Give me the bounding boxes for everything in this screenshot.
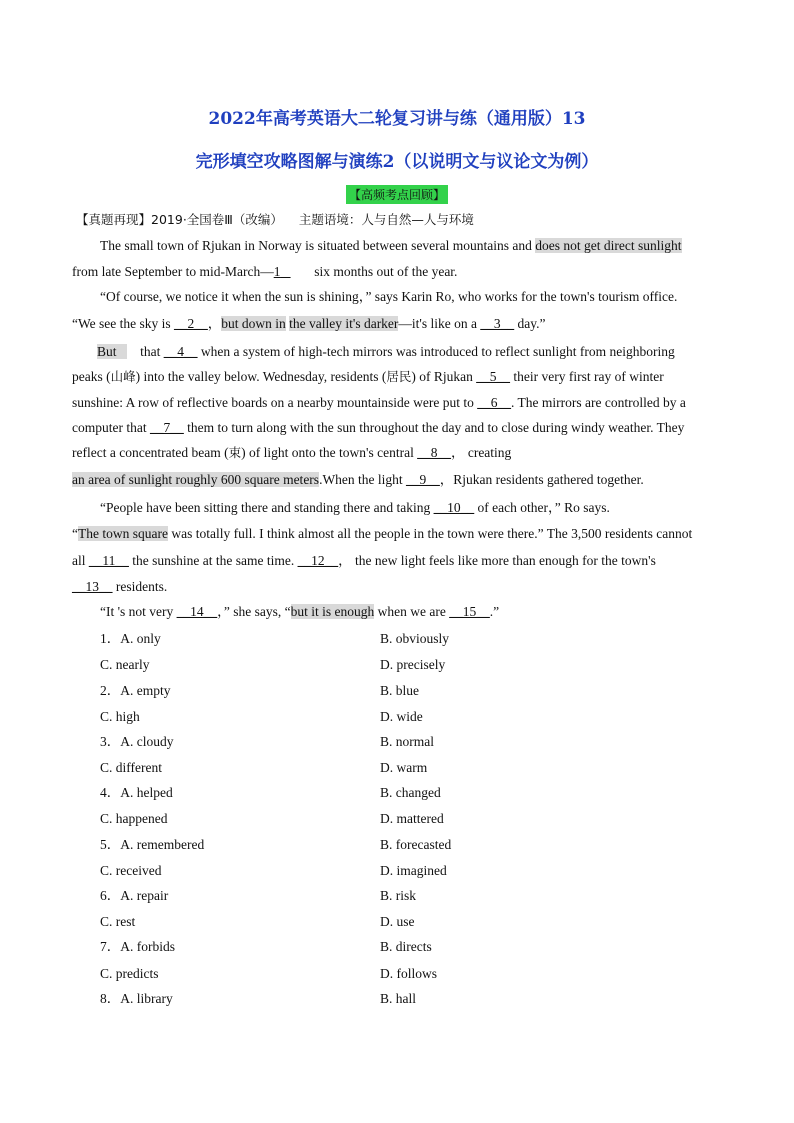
- option-left[interactable]: 3．A. cloudy: [100, 734, 174, 749]
- option-right[interactable]: B. obviously: [380, 631, 450, 646]
- option-right[interactable]: B. changed: [380, 785, 441, 800]
- document-subtitle: 完形填空攻略图解与演练2（以说明文与议论文为例）: [195, 152, 599, 172]
- option-right[interactable]: D. precisely: [380, 657, 446, 672]
- option-left[interactable]: 4．A. helped: [100, 785, 173, 800]
- highlighted-phrase: does not get direct sunlight: [535, 238, 682, 253]
- highlighted-phrase: but it is enough: [290, 604, 375, 619]
- highlighted-phrase: the valley it's darker: [289, 316, 399, 331]
- passage-text: ，Rjukan residents gathered together.: [439, 472, 644, 487]
- passage-line: [97, 343, 722, 361]
- option-left[interactable]: C. received: [100, 863, 162, 878]
- blank-9[interactable]: __9__: [406, 472, 440, 487]
- passage-text: “Of course, we notice it when the sun is shining，” says Karin Ro, who works for the town's tourism office.: [100, 289, 678, 304]
- option-left[interactable]: C. different: [100, 760, 162, 775]
- passage-text: ， the new light feels like more than enough for the town's: [338, 553, 656, 568]
- source-exam: 2019·全国卷Ⅲ（改编）: [151, 212, 283, 227]
- passage-text: reflect a concentrated beam (: [72, 445, 229, 460]
- blank-7[interactable]: __7__: [149, 420, 184, 435]
- blank-8[interactable]: __8__: [417, 445, 451, 460]
- passage-text: ，: [207, 316, 222, 331]
- passage-text: was totally full. I think almost all the people in the town were there.” The 3,500 residents cannot: [167, 526, 693, 541]
- passage-line: [72, 368, 664, 386]
- passage-line: [72, 471, 644, 489]
- option-right[interactable]: B. blue: [380, 683, 419, 698]
- option-right[interactable]: D. imagined: [380, 863, 447, 878]
- passage-line: [100, 499, 610, 517]
- source-label: 【真题再现】: [76, 212, 152, 227]
- passage-text: peaks (: [72, 369, 111, 384]
- passage-line: [72, 525, 692, 543]
- option-right[interactable]: B. hall: [380, 991, 416, 1006]
- blank-1[interactable]: [274, 264, 291, 279]
- passage-text: . The mirrors are controlled by a: [511, 395, 686, 410]
- passage-text-cn: 居民: [386, 369, 412, 384]
- option-left[interactable]: C. predicts: [100, 966, 159, 981]
- passage-text: “People have been sitting there and standing there and taking: [100, 500, 434, 515]
- option-left[interactable]: 7．A. forbids: [100, 939, 175, 954]
- passage-text: six months out of the year.: [314, 264, 458, 279]
- option-left[interactable]: 6．A. repair: [100, 888, 169, 903]
- option-right[interactable]: D. warm: [380, 760, 428, 775]
- option-left[interactable]: 5．A. remembered: [100, 837, 205, 852]
- option-right[interactable]: B. normal: [380, 734, 434, 749]
- passage-text: ) into the valley below. Wednesday, residents (: [135, 369, 387, 384]
- option-left[interactable]: 1．A. only: [100, 631, 161, 646]
- blank-2[interactable]: __2__: [174, 316, 208, 331]
- passage-text: ) of light onto the town's central: [241, 445, 418, 460]
- blank-10[interactable]: __10__: [433, 500, 475, 515]
- passage-text: their very first ray of winter: [510, 369, 664, 384]
- passage-text: ，” she says, “: [217, 604, 291, 619]
- option-left[interactable]: C. rest: [100, 914, 136, 929]
- source-line: [76, 211, 474, 229]
- passage-line: [100, 603, 499, 621]
- passage-text: —it's like on a: [398, 316, 481, 331]
- passage-text: computer that: [72, 420, 150, 435]
- passage-text: “: [72, 526, 78, 541]
- passage-text: “It 's not very: [100, 604, 177, 619]
- passage-line: [72, 444, 511, 462]
- highlighted-phrase: an area of sunlight roughly 600 square meters: [72, 472, 320, 487]
- passage-text: ， creating: [450, 445, 512, 460]
- passage-line: [72, 394, 686, 412]
- document-title: 2022年高考英语大二轮复习讲与练（通用版）13: [208, 109, 586, 129]
- passage-line: [100, 288, 722, 306]
- passage-text: the sunshine at the same time.: [128, 553, 298, 568]
- section-badge: 【高频考点回顾】: [346, 185, 448, 204]
- passage-text: when a system of high-tech mirrors was introduced to reflect sunlight from neighboring: [197, 344, 675, 359]
- passage-line: [72, 552, 656, 570]
- blank-15[interactable]: __15__: [449, 604, 490, 619]
- passage-text: ) of Rjukan: [411, 369, 477, 384]
- blank-13[interactable]: __13__: [72, 579, 113, 594]
- passage-text: all: [72, 553, 89, 568]
- passage-text: them to turn along with the sun throughout the day and to close during windy weather. They: [183, 420, 685, 435]
- passage-text-cn: 束: [228, 445, 242, 460]
- option-right[interactable]: D. use: [380, 914, 415, 929]
- blank-5[interactable]: __5__: [476, 369, 510, 384]
- blank-3[interactable]: __3__: [480, 316, 515, 331]
- option-right[interactable]: D. mattered: [380, 811, 444, 826]
- passage-line: [72, 578, 167, 596]
- source-theme: 主题语境：人与自然—人与环境: [298, 212, 474, 227]
- passage-text: sunshine: A row of reflective boards on a nearby mountainside were put to: [72, 395, 478, 410]
- passage-line: [72, 419, 684, 437]
- passage-text: The small town of Rjukan in Norway is situated between several mountains and: [100, 238, 536, 253]
- highlighted-phrase: The town square: [78, 526, 168, 541]
- option-left[interactable]: 8．A. library: [100, 991, 173, 1006]
- passage-text: that: [140, 344, 164, 359]
- passage-text: from late September to mid-March—: [72, 264, 274, 279]
- blank-4[interactable]: __4__: [163, 344, 198, 359]
- option-right[interactable]: B. risk: [380, 888, 417, 903]
- option-right[interactable]: D. follows: [380, 966, 437, 981]
- blank-14[interactable]: __14__: [176, 604, 218, 619]
- option-left[interactable]: C. nearly: [100, 657, 150, 672]
- passage-line: [72, 315, 545, 333]
- blank-number: 1: [273, 264, 281, 279]
- passage-text: “We see the sky is: [72, 316, 175, 331]
- option-right[interactable]: D. wide: [380, 709, 423, 724]
- blank-12[interactable]: __12__: [297, 553, 339, 568]
- passage-text-cn: 山峰: [110, 369, 136, 384]
- section-badge-row: [0, 185, 794, 204]
- option-left[interactable]: 2．A. empty: [100, 683, 171, 698]
- option-right[interactable]: B. directs: [380, 939, 432, 954]
- passage-text: of each other，” Ro says.: [474, 500, 610, 515]
- passage-line: [72, 263, 457, 281]
- passage-text: .”: [489, 604, 500, 619]
- passage-text: residents.: [112, 579, 168, 594]
- blank-11[interactable]: __11__: [88, 553, 129, 568]
- highlighted-phrase: but down in: [221, 316, 286, 331]
- passage-text: day.”: [514, 316, 546, 331]
- option-left[interactable]: C. happened: [100, 811, 168, 826]
- passage-text: when we are: [374, 604, 450, 619]
- option-left[interactable]: C. high: [100, 709, 140, 724]
- highlighted-phrase: But: [97, 344, 117, 359]
- passage-text: .When the light: [319, 472, 407, 487]
- blank-6[interactable]: __6__: [477, 395, 512, 410]
- option-right[interactable]: B. forecasted: [380, 837, 452, 852]
- passage-line: [100, 237, 722, 255]
